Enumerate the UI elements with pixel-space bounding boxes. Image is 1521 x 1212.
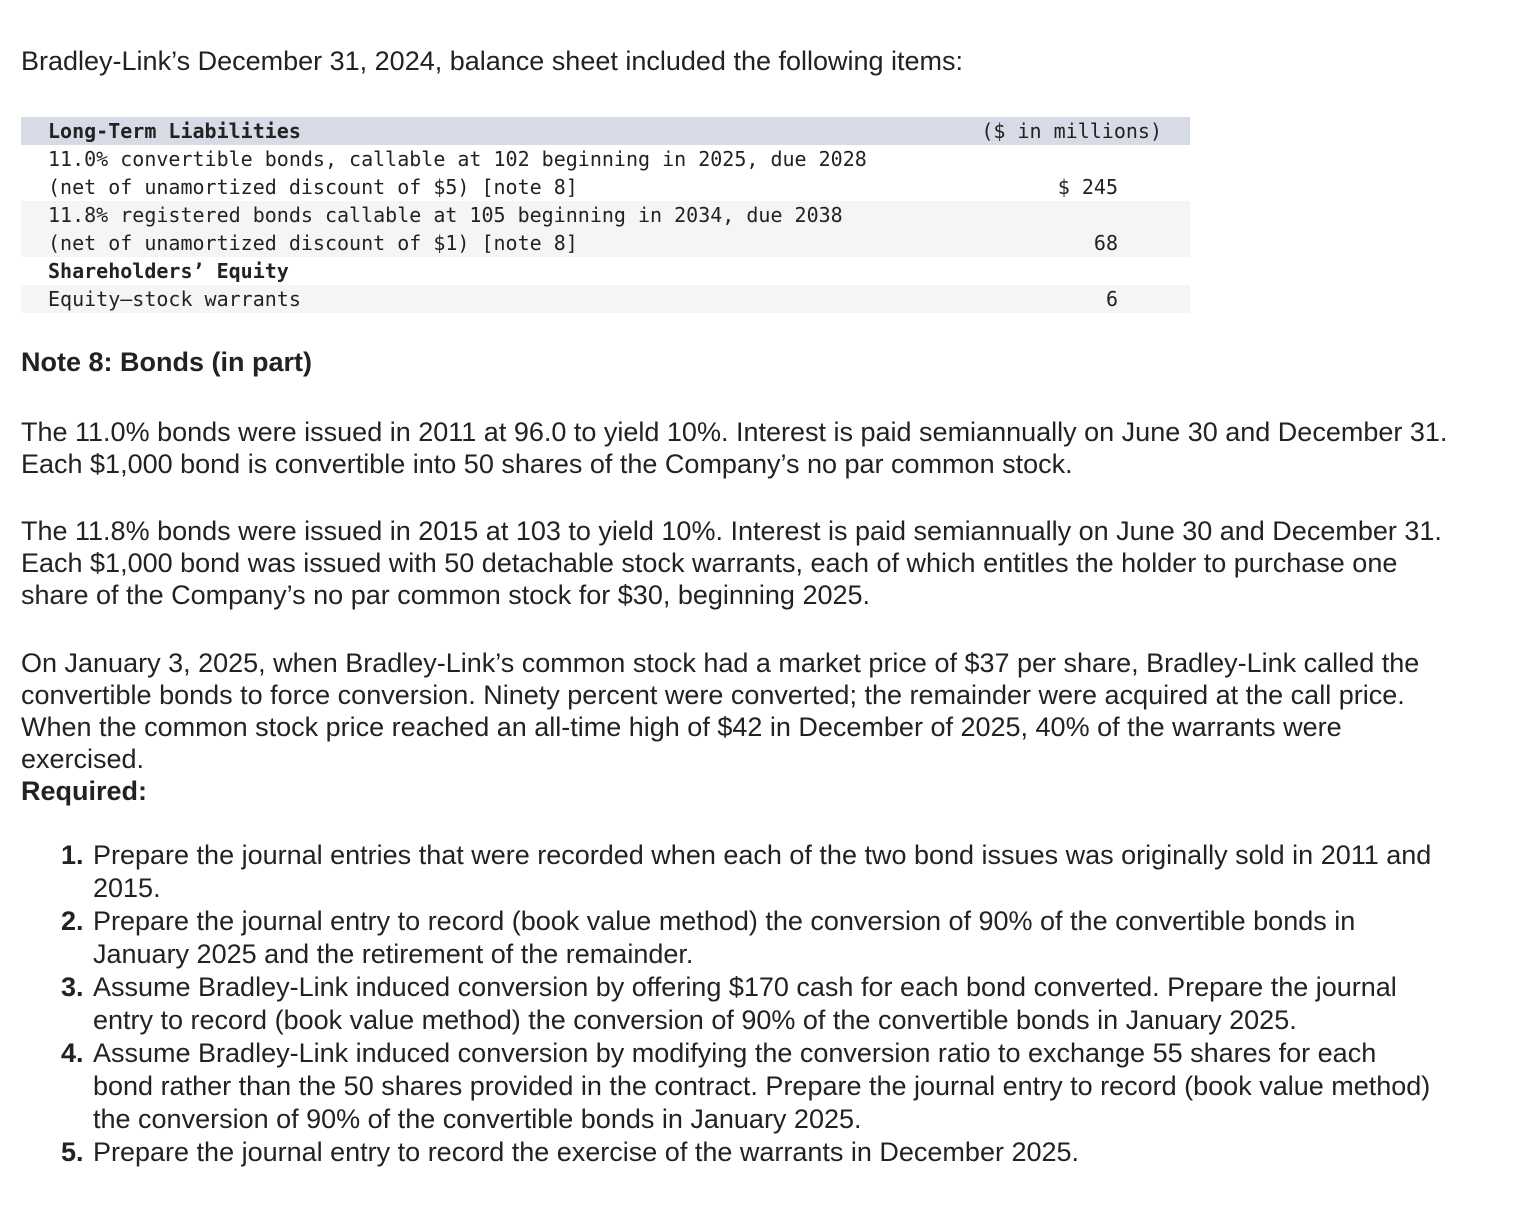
- item-number: 4.: [61, 1038, 84, 1068]
- paragraph-line: convertible bonds to force conversion. Ninety percent were converted; the remainder were acquired at the call price.: [21, 680, 1405, 710]
- required-list: [61, 839, 1511, 1169]
- list-item: [61, 1136, 1511, 1169]
- table-row: [21, 257, 1190, 285]
- paragraph-line: The 11.8% bonds were issued in 2015 at 103 to yield 10%. Interest is paid semiannually on June 30 and December 31.: [21, 516, 1442, 546]
- convertible-bonds-label-line2: (net of unamortized discount of $5) [note 8]: [48, 175, 578, 199]
- registered-bonds-label-line1: 11.8% registered bonds callable at 105 beginning in 2034, due 2038: [48, 203, 843, 227]
- list-item: [61, 905, 1511, 971]
- item-number: 2.: [61, 906, 84, 936]
- paragraph-line: The 11.0% bonds were issued in 2011 at 96.0 to yield 10%. Interest is paid semiannually on June 30 and December 31.: [21, 417, 1448, 447]
- table-row: [21, 229, 1190, 257]
- intro-text: Bradley-Link’s December 31, 2024, balance sheet included the following items:: [21, 46, 964, 76]
- registered-bonds-label-line2: (net of unamortized discount of $1) [note 8]: [48, 231, 578, 255]
- registered-bonds-amount: 68: [1093, 231, 1118, 255]
- item-line: the conversion of 90% of the convertible bonds in January 2025.: [93, 1104, 862, 1134]
- item-line: Prepare the journal entry to record (book value method) the conversion of 90% of the convertible bonds in: [93, 906, 1356, 936]
- stock-warrants-amount: 6: [1105, 287, 1118, 311]
- stock-warrants-label: Equity—stock warrants: [48, 287, 301, 311]
- list-item: [61, 1037, 1511, 1136]
- table-row: [21, 173, 1190, 201]
- paragraph-line: Each $1,000 bond was issued with 50 detachable stock warrants, each of which entitles the holder to purchase one: [21, 548, 1398, 578]
- item-line: Assume Bradley-Link induced conversion by modifying the conversion ratio to exchange 55 shares for each: [93, 1038, 1377, 1068]
- convertible-bonds-amount: $ 245: [1057, 175, 1118, 199]
- item-line: entry to record (book value method) the conversion of 90% of the convertible bonds in January 2025.: [93, 1005, 1297, 1035]
- note-paragraph-1: [21, 416, 1511, 480]
- item-line: 2015.: [93, 873, 161, 903]
- paragraph-line: exercised.: [21, 744, 145, 774]
- note-paragraph-2: [21, 515, 1511, 611]
- list-item: [61, 839, 1511, 905]
- item-number: 5.: [61, 1137, 84, 1167]
- item-line: January 2025 and the retirement of the remainder.: [93, 939, 694, 969]
- item-number: 3.: [61, 972, 84, 1002]
- item-line: Prepare the journal entry to record the exercise of the warrants in December 2025.: [93, 1137, 1080, 1167]
- required-heading: Required:: [21, 776, 148, 806]
- table-row: [21, 201, 1190, 229]
- paragraph-line: When the common stock price reached an all-time high of $42 in December of 2025, 40% of the warrants were: [21, 712, 1342, 742]
- paragraph-line: share of the Company’s no par common stock for $30, beginning 2025.: [21, 580, 871, 610]
- note-paragraph-3: [21, 647, 1511, 775]
- list-item: [61, 971, 1511, 1037]
- item-number: 1.: [61, 840, 84, 870]
- shareholders-equity-heading: Shareholders’ Equity: [48, 259, 289, 283]
- table-row: [21, 145, 1190, 173]
- convertible-bonds-label-line1: 11.0% convertible bonds, callable at 102 beginning in 2025, due 2028: [48, 147, 867, 171]
- units-label: ($ in millions): [981, 119, 1162, 143]
- table-header-row: [21, 117, 1190, 145]
- balance-sheet-table: [21, 117, 1190, 313]
- note-title: Note 8: Bonds (in part): [21, 347, 312, 377]
- item-line: bond rather than the 50 shares provided in the contract. Prepare the journal entry to record (book value method): [93, 1071, 1431, 1101]
- item-line: Prepare the journal entries that were recorded when each of the two bond issues was originally sold in 2011 and: [93, 840, 1432, 870]
- item-line: Assume Bradley-Link induced conversion by offering $170 cash for each bond converted. Prepare the journal: [93, 972, 1397, 1002]
- table-row: [21, 285, 1190, 313]
- paragraph-line: Each $1,000 bond is convertible into 50 shares of the Company’s no par common stock.: [21, 449, 1073, 479]
- long-term-liabilities-heading: Long-Term Liabilities: [48, 119, 301, 143]
- paragraph-line: On January 3, 2025, when Bradley-Link’s common stock had a market price of $37 per share, Bradley-Link called the: [21, 648, 1420, 678]
